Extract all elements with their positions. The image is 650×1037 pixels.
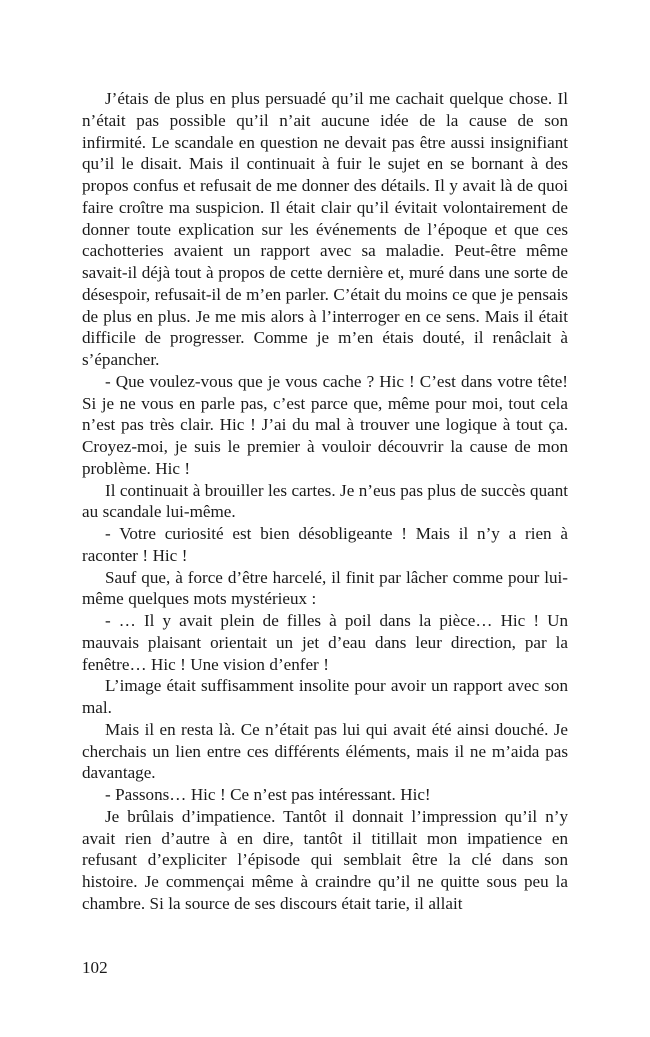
paragraph: Sauf que, à force d’être harcelé, il finit par lâcher comme pour lui-même quelques mots mystérieux : — [82, 567, 568, 609]
paragraph: Je brûlais d’impatience. Tantôt il donnait l’impression qu’il n’y avait rien d’autre à en dire, tantôt il titillait mon impatience en refusant d’expliciter l’épisode qui semblait être la clé dans son histoire. Je commençai même à craindre qu’il ne quitte sous peu la chambre. Si la source de ses discours était tarie, il allait — [82, 806, 568, 913]
paragraph: Il continuait à brouiller les cartes. Je n’eus pas plus de succès quant au scandale lui-même. — [82, 480, 568, 522]
page-number: 102 — [82, 958, 108, 977]
paragraph: - Passons… Hic ! Ce n’est pas intéressant. Hic! — [105, 785, 431, 804]
paragraph: J’étais de plus en plus persuadé qu’il me cachait quelque chose. Il n’était pas possible qu’il n’ait aucune idée de la cause de son infirmité. Le scandale en question ne devait pas être aussi insignifiant qu’il le disait. Mais il continuait à fuir le sujet en se bornant à des propos confus et refusait de me donner des détails. Il y avait là de quoi faire croître ma suspicion. Il était clair qu’il évitait volontairement de donner toute explication sur les événements de l’époque et que ces cachotteries avaient un rapport avec sa maladie. Peut-être même savait-il déjà tout à propos de cette dernière et, muré dans une sorte de désespoir, refusait-il de m’en parler. C’était du moins ce que je pensais de plus en plus. Je me mis alors à l’interroger en ce sens. Mais il était difficile de progresser. Comme je m’en étais douté, il renâclait à s’épancher. — [82, 89, 568, 369]
paragraph: - Que voulez-vous que je vous cache ? Hic ! C’est dans votre tête! Si je ne vous en parle pas, c’est parce que, même pour moi, tout cela n’est pas très clair. Hic ! J’ai du mal à trouver une logique à tout ça. Croyez-moi, je suis le premier à vouloir découvrir la cause de mon problème. Hic ! — [82, 371, 568, 478]
paragraph: Mais il en resta là. Ce n’était pas lui qui avait été ainsi douché. Je cherchais un lien entre ces différents éléments, mais il ne m’aida pas davantage. — [82, 719, 568, 783]
paragraph: - … Il y avait plein de filles à poil dans la pièce… Hic ! Un mauvais plaisant orientait un jet d’eau dans leur direction, par la fenêtre… Hic ! Une vision d’enfer ! — [82, 611, 568, 674]
page-text-block — [82, 88, 568, 915]
paragraph: L’image était suffisamment insolite pour avoir un rapport avec son mal. — [82, 676, 568, 717]
paragraph: - Votre curiosité est bien désobligeante ! Mais il n’y a rien à raconter ! Hic ! — [82, 524, 568, 565]
